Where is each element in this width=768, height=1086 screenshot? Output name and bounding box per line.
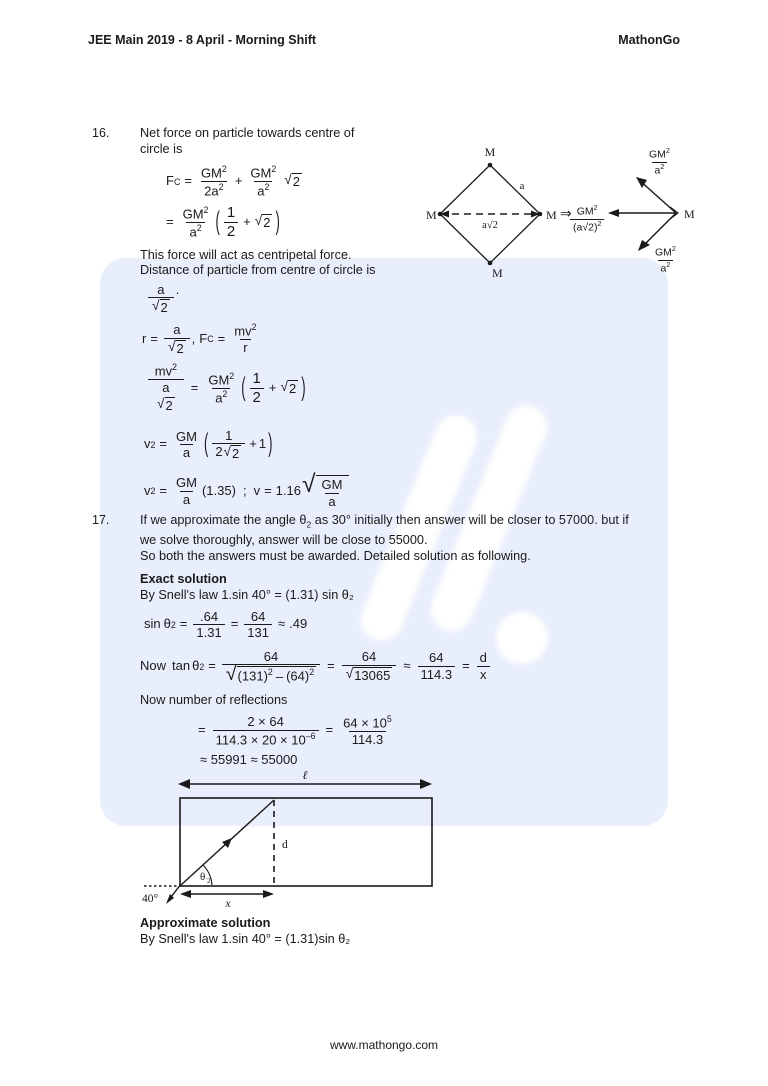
- q16-equation-5: $mv^2$ a √ 2 = $\frac{GM^2}{a^2}$ ( $\frac{1}{2}$ + √ 2 ): [146, 363, 430, 412]
- q16-force-vector-diagram: [573, 147, 748, 285]
- question-16-body: [140, 126, 430, 508]
- label-theta2-sub: 2: [207, 876, 211, 885]
- q16-equation-6: v 2 = $\frac{GM}{a}$ ( 1 2 √ 2 + 1 ): [144, 427, 273, 462]
- page-header: [88, 33, 680, 47]
- q17-reflections-label: Now number of reflections: [140, 693, 288, 708]
- label-mass-left: M: [426, 208, 437, 222]
- label-mass-top: M: [484, 145, 496, 159]
- paren-close: ): [275, 205, 280, 236]
- q16-line-1: Net force on particle towards centre of: [140, 126, 355, 140]
- q17-snell-exact: By Snell's law 1.sin 40° = (1.31) sin θ₂: [140, 587, 354, 602]
- force-label-up: $\frac{GM^2}{a^2}$: [649, 147, 670, 177]
- paren-open: (: [241, 371, 246, 402]
- implies-symbol: ⇒: [560, 205, 572, 221]
- q17-equation-tan: Now tan θ 2 = 64 √ $(131)^2 - (64)^2$ = 64 √ 13065 ≈ $\frac{64}{114.3}$ = $\frac{d}{x}$: [140, 650, 715, 684]
- q17-equation-sin: sin θ 2 = $\frac{.64}{1.31}$ = $\frac{64}{131}$ ≈ .49: [144, 608, 308, 641]
- q17-equation-reflections: = $\frac{2 \times 64}{114.3 \times 20 \times 10^{-6}}$ = $\frac{64 \times 10^5}{114.3}$: [198, 713, 392, 747]
- header-brand: MathonGo: [618, 33, 680, 47]
- page-footer: [0, 1038, 768, 1052]
- slab-rect: [180, 798, 432, 886]
- q16-equation-7: v 2 = $\frac{GM}{a}$ (1.35) ; v = 1.16 √ $\frac{GM}{a}$: [144, 475, 430, 508]
- force-label-left: $\frac{GM^2}{(a√2)^2}$: [568, 205, 606, 233]
- label-mass-bottom: M: [492, 266, 503, 280]
- label-mass-right: M: [546, 208, 557, 222]
- q16-equation-4: r = a √ 2 , F C = $\frac{mv^2}{r}$: [142, 322, 257, 356]
- paren-open: (: [215, 205, 220, 236]
- q17-snell-approx: By Snell's law 1.sin 40° = (1.31)sin θ₂: [140, 931, 351, 946]
- q16-line-2: circle is: [140, 141, 183, 156]
- q17-line-2: we solve thoroughly, answer will be close to 55000.: [140, 533, 428, 548]
- q17-heading-approx: Approximate solution: [140, 916, 271, 930]
- paren-close: ): [268, 427, 273, 458]
- label-angle-incident: 40°: [142, 893, 159, 905]
- mass-bottom: [488, 261, 493, 266]
- paren-close: ): [301, 371, 306, 402]
- question-17-body: [140, 513, 715, 768]
- q16-line-3: This force will act as centripetal force.: [140, 247, 352, 262]
- q16-equation-1: F C = $\frac{GM^2}{2a^2}$ + $\frac{GM^2}{a^2}$ √ 2: [166, 164, 301, 199]
- q17-approximate-block: [140, 916, 560, 947]
- label-length: ℓ: [302, 768, 308, 782]
- label-diagonal: a√2: [482, 220, 498, 231]
- q17-line-1: If we approximate the angle $\theta_2$ as 30° initially then answer will be closer to 57000. but if: [140, 513, 629, 530]
- q16-square-mass-diagram: [418, 142, 578, 287]
- q17-heading-exact: Exact solution: [140, 572, 227, 587]
- q17-line-3: So both the answers must be awarded. Detailed solution as following.: [140, 548, 531, 563]
- q16-equation-2: = $\frac{GM^2}{a^2}$ ( $\frac{1}{2}$ + √ 2 ): [166, 204, 280, 240]
- label-theta2: θ: [200, 871, 206, 883]
- paren-open: (: [203, 427, 209, 458]
- q16-equation-3: a √ 2 .: [146, 283, 430, 315]
- q17-slab-refraction-diagram: [140, 768, 460, 913]
- question-17-number: 17.: [92, 513, 110, 527]
- q16-line-4: Distance of particle from centre of circle is: [140, 263, 376, 278]
- force-label-down: $\frac{GM^2}{a^2}$: [655, 245, 676, 275]
- label-x: x: [225, 898, 231, 908]
- q17-reflections-result: ≈ 55991 ≈ 55000: [200, 751, 298, 767]
- label-depth: d: [282, 839, 288, 851]
- header-exam-title: JEE Main 2019 - 8 April - Morning Shift: [88, 33, 317, 47]
- question-16-number: 16.: [92, 126, 110, 140]
- footer-url: www.mathongo.com: [329, 1038, 439, 1052]
- label-side-a: a: [519, 180, 525, 192]
- mass-top: [488, 163, 493, 168]
- label-vertex-mass: M: [684, 207, 695, 221]
